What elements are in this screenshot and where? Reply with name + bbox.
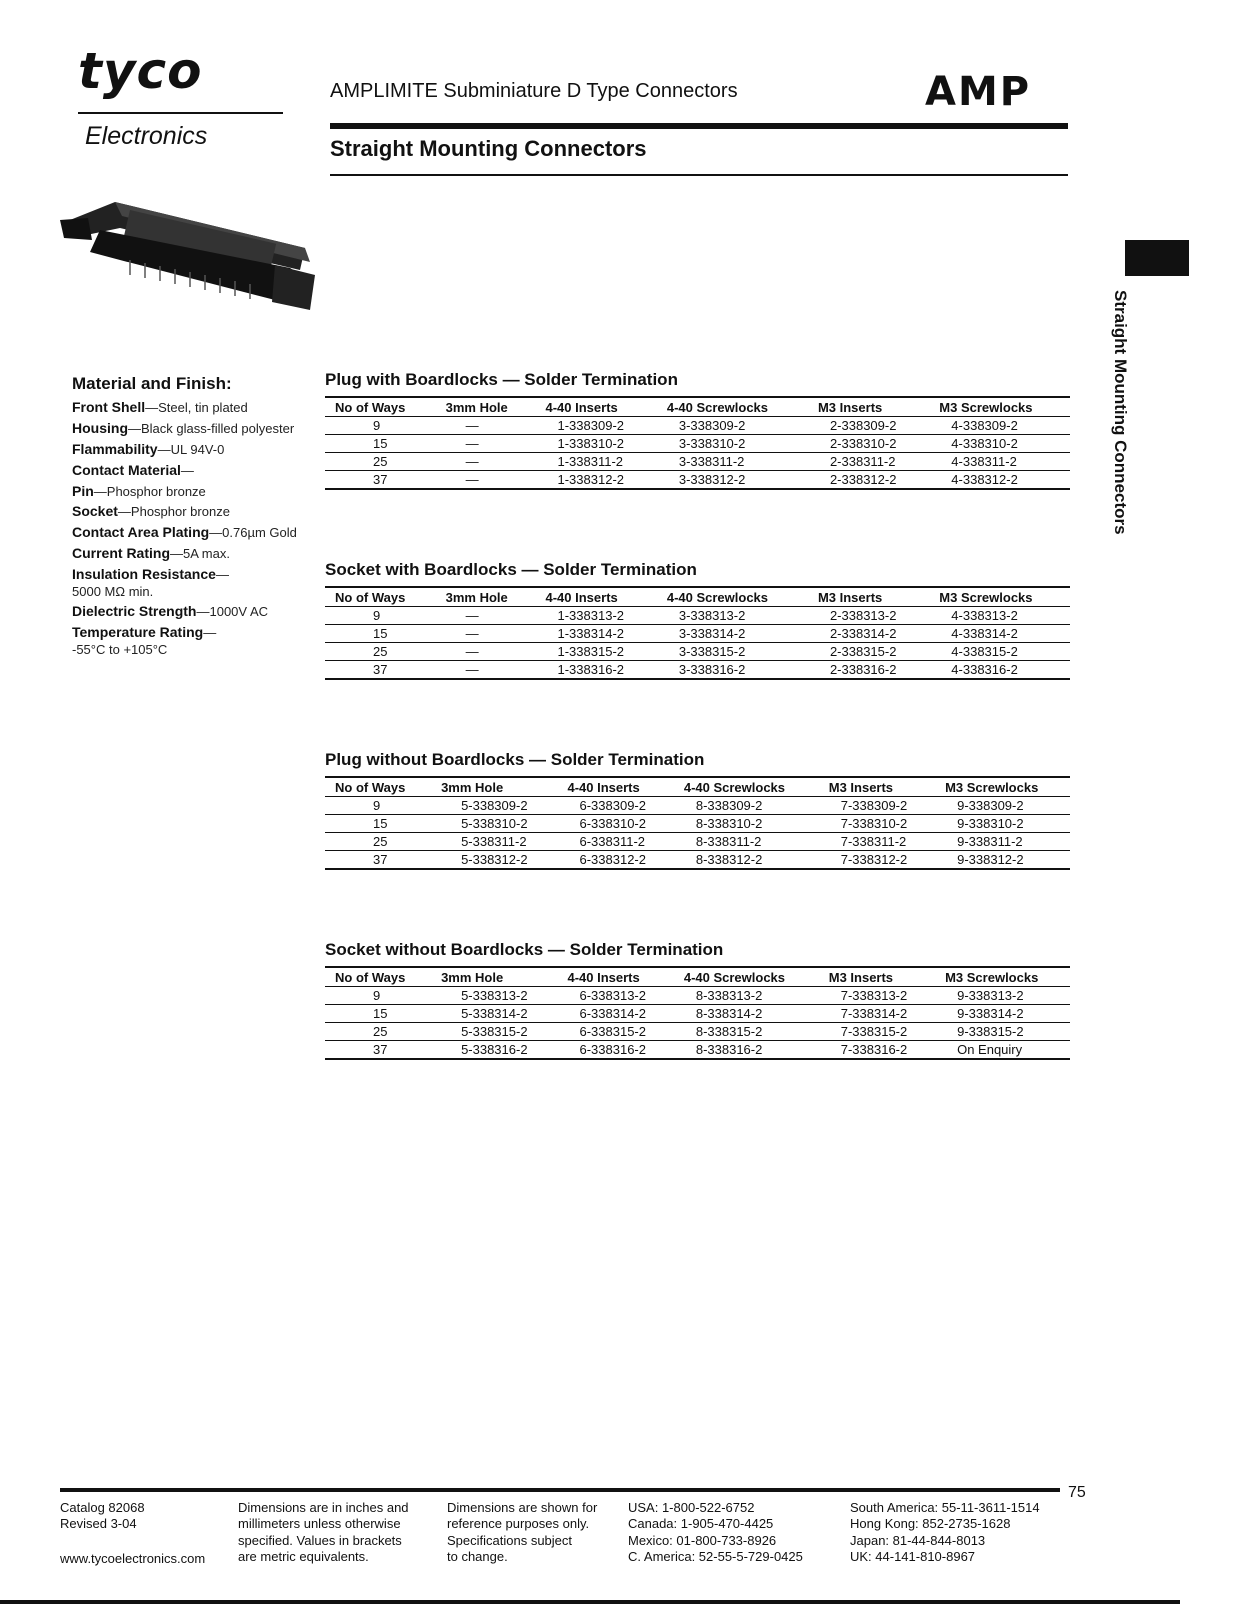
table-cell: 8-338315-2: [674, 1023, 819, 1041]
table-cell: 4-338314-2: [929, 625, 1070, 643]
table-cell: 4-338316-2: [929, 661, 1070, 680]
table-row: [325, 417, 1070, 435]
table-row: [325, 625, 1070, 643]
footer-line: reference purposes only.: [447, 1516, 590, 1532]
table-row: [325, 1005, 1070, 1023]
table-title: Socket with Boardlocks — Solder Termination: [325, 560, 697, 579]
table-cell: 1-338313-2: [536, 607, 657, 625]
footer-line: Dimensions are in inches and: [238, 1500, 409, 1515]
column-header: M3 Screwlocks: [929, 397, 1070, 417]
table-cell: 6-338316-2: [557, 1041, 673, 1060]
column-header: M3 Inserts: [819, 777, 935, 797]
table-cell: 4-338310-2: [929, 435, 1070, 453]
header-rule-thin: [330, 174, 1068, 176]
footer-line: to change.: [447, 1548, 508, 1564]
material-label: Socket: [72, 503, 118, 520]
table-cell: 2-338315-2: [808, 643, 929, 661]
footer-contacts-americas: [628, 1500, 803, 1565]
material-label: Front Shell: [72, 399, 146, 416]
table-cell: 6-338312-2: [557, 851, 673, 870]
footer-rule: [60, 1488, 1060, 1492]
table-cell: 1-338312-2: [536, 471, 657, 490]
part-number-table: [325, 776, 1070, 870]
table-cell: 3-338315-2: [657, 643, 808, 661]
table-cell: 3-338310-2: [657, 435, 808, 453]
material-value: —: [203, 624, 217, 640]
material-label: Insulation Resistance: [72, 565, 216, 582]
table-cell: 9-338315-2: [935, 1023, 1070, 1041]
table-header-row: [325, 967, 1070, 987]
footer-line: Mexico: 01-800-733-8926: [628, 1532, 777, 1548]
footer-line: UK: 44-141-810-8967: [850, 1548, 976, 1564]
table-cell: 2-338310-2: [808, 435, 929, 453]
table-cell: 3-338313-2: [657, 607, 808, 625]
part-number-table: [325, 586, 1070, 680]
revised-date: Revised 3-04: [60, 1516, 137, 1532]
column-header: M3 Screwlocks: [935, 777, 1070, 797]
table-row: [325, 987, 1070, 1005]
table-cell: 8-338311-2: [674, 833, 819, 851]
table-cell: On Enquiry: [935, 1041, 1070, 1060]
table-cell: 4-338311-2: [929, 453, 1070, 471]
d-sub-connector-illustration: [60, 190, 315, 315]
footer-line: Canada: 1-905-470-4425: [628, 1516, 774, 1532]
column-header: 4-40 Screwlocks: [674, 777, 819, 797]
material-value: —: [180, 462, 194, 478]
column-header: 4-40 Screwlocks: [674, 967, 819, 987]
material-value: —Steel, tin plated: [145, 400, 248, 416]
material-label: Pin: [72, 482, 94, 499]
table-cell: 7-338315-2: [819, 1023, 935, 1041]
table-cell: —: [436, 643, 536, 661]
material-value: —0.76µm Gold: [209, 525, 297, 541]
column-header: M3 Inserts: [819, 967, 935, 987]
table-cell: 6-338314-2: [557, 1005, 673, 1023]
table-plug-without-boardlocks: [325, 750, 1070, 870]
column-header: No of Ways: [325, 777, 431, 797]
table-cell: 2-338316-2: [808, 661, 929, 680]
table-cell: 6-338315-2: [557, 1023, 673, 1041]
table-cell: 5-338314-2: [431, 1005, 557, 1023]
material-label: Housing: [72, 420, 128, 437]
table-cell: 9: [325, 417, 436, 435]
column-header: M3 Inserts: [808, 587, 929, 607]
material-row: [72, 441, 322, 458]
material-row: [72, 566, 322, 583]
table-cell: 37: [325, 1041, 431, 1060]
material-row: [72, 462, 322, 479]
footer-reference-note: [447, 1500, 597, 1565]
material-label: Flammability: [72, 440, 158, 457]
footer-line: Japan: 81-44-844-8013: [850, 1532, 986, 1548]
table-cell: 25: [325, 643, 436, 661]
table-row: [325, 471, 1070, 490]
table-cell: —: [436, 417, 536, 435]
table-cell: —: [436, 625, 536, 643]
table-cell: 15: [325, 815, 431, 833]
column-header: 4-40 Screwlocks: [657, 397, 808, 417]
column-header: 4-40 Inserts: [557, 967, 673, 987]
column-header: No of Ways: [325, 397, 436, 417]
table-cell: 2-338313-2: [808, 607, 929, 625]
footer-line: USA: 1-800-522-6752: [628, 1500, 755, 1515]
material-row: [72, 420, 322, 437]
table-cell: 25: [325, 1023, 431, 1041]
table-cell: 5-338310-2: [431, 815, 557, 833]
material-value: 5000 MΩ min.: [72, 583, 154, 599]
part-number-table: [325, 966, 1070, 1060]
column-header: 4-40 Inserts: [557, 777, 673, 797]
table-cell: —: [436, 607, 536, 625]
table-cell: 9-338311-2: [935, 833, 1070, 851]
table-row: [325, 607, 1070, 625]
column-header: 4-40 Inserts: [536, 587, 657, 607]
footer-line: C. America: 52-55-5-729-0425: [628, 1548, 803, 1564]
table-cell: 4-338312-2: [929, 471, 1070, 490]
table-cell: 15: [325, 625, 436, 643]
table-cell: 3-338316-2: [657, 661, 808, 680]
footer-line: Specifications subject: [447, 1532, 573, 1548]
material-row: [72, 503, 322, 520]
table-cell: 1-338315-2: [536, 643, 657, 661]
table-cell: 9-338314-2: [935, 1005, 1070, 1023]
table-cell: 3-338311-2: [657, 453, 808, 471]
table-cell: 7-338316-2: [819, 1041, 935, 1060]
material-row: [72, 603, 322, 620]
catalog-title: AMPLIMITE Subminiature D Type Connectors: [330, 80, 738, 102]
brand-subtitle: Electronics: [85, 122, 208, 150]
material-row: [72, 524, 322, 541]
material-row: [72, 483, 322, 500]
part-number-table: [325, 396, 1070, 490]
table-row: [325, 797, 1070, 815]
footer-line: specified. Values in brackets: [238, 1532, 402, 1548]
table-row: [325, 435, 1070, 453]
table-cell: 5-338312-2: [431, 851, 557, 870]
table-row: [325, 833, 1070, 851]
section-title: Straight Mounting Connectors: [330, 136, 647, 161]
table-cell: 7-338314-2: [819, 1005, 935, 1023]
column-header: No of Ways: [325, 967, 431, 987]
table-cell: 25: [325, 833, 431, 851]
table-cell: 4-338315-2: [929, 643, 1070, 661]
table-cell: —: [436, 435, 536, 453]
table-cell: 7-338313-2: [819, 987, 935, 1005]
table-header-row: [325, 777, 1070, 797]
footer-line: Dimensions are shown for: [447, 1500, 598, 1515]
footer-line: Hong Kong: 852-2735-1628: [850, 1516, 1011, 1532]
material-title: Material and Finish:: [72, 374, 232, 393]
column-header: No of Ways: [325, 587, 436, 607]
tyco-logo: tyco: [78, 42, 203, 100]
table-cell: 5-338316-2: [431, 1041, 557, 1060]
table-cell: 9: [325, 987, 431, 1005]
table-cell: 8-338309-2: [674, 797, 819, 815]
table-cell: 1-338311-2: [536, 453, 657, 471]
column-header: M3 Screwlocks: [935, 967, 1070, 987]
column-header: M3 Screwlocks: [929, 587, 1070, 607]
table-header-row: [325, 587, 1070, 607]
table-cell: 5-338309-2: [431, 797, 557, 815]
footer-contacts-intl: [850, 1500, 1040, 1565]
table-cell: —: [436, 661, 536, 680]
table-title: Plug without Boardlocks — Solder Termination: [325, 750, 705, 769]
table-cell: 37: [325, 471, 436, 490]
column-header: 3mm Hole: [436, 587, 536, 607]
table-cell: 3-338312-2: [657, 471, 808, 490]
table-row: [325, 643, 1070, 661]
table-cell: 8-338312-2: [674, 851, 819, 870]
catalog-number: Catalog 82068: [60, 1500, 145, 1515]
column-header: 3mm Hole: [431, 777, 557, 797]
table-socket-without-boardlocks: [325, 940, 1070, 1060]
material-label: Contact Material: [72, 461, 181, 478]
table-cell: 1-338309-2: [536, 417, 657, 435]
material-value: —: [215, 566, 229, 582]
material-value: -55°C to +105°C: [72, 641, 168, 657]
table-cell: 25: [325, 453, 436, 471]
table-cell: 6-338309-2: [557, 797, 673, 815]
table-cell: 6-338311-2: [557, 833, 673, 851]
table-cell: 4-338313-2: [929, 607, 1070, 625]
column-header: 3mm Hole: [431, 967, 557, 987]
table-row: [325, 815, 1070, 833]
table-cell: 2-338314-2: [808, 625, 929, 643]
material-value: —Black glass-filled polyester: [128, 421, 295, 437]
table-cell: 7-338310-2: [819, 815, 935, 833]
table-cell: 15: [325, 1005, 431, 1023]
side-tab-label: Straight Mounting Connectors: [1111, 290, 1130, 535]
header-rule-thick: [330, 123, 1068, 129]
material-label: Contact Area Plating: [72, 524, 210, 541]
table-row: [325, 1041, 1070, 1060]
table-cell: 9: [325, 607, 436, 625]
website-link[interactable]: www.tycoelectronics.com: [60, 1550, 206, 1566]
table-cell: 2-338309-2: [808, 417, 929, 435]
table-cell: 6-338310-2: [557, 815, 673, 833]
table-cell: 8-338313-2: [674, 987, 819, 1005]
column-header: M3 Inserts: [808, 397, 929, 417]
table-title: Socket without Boardlocks — Solder Termination: [325, 940, 724, 959]
table-cell: 7-338312-2: [819, 851, 935, 870]
table-socket-with-boardlocks: [325, 560, 1070, 680]
table-row: [325, 851, 1070, 870]
amp-logo: AMP: [925, 69, 1032, 115]
table-cell: 5-338313-2: [431, 987, 557, 1005]
table-cell: 3-338314-2: [657, 625, 808, 643]
table-cell: 15: [325, 435, 436, 453]
table-cell: 8-338314-2: [674, 1005, 819, 1023]
table-cell: 37: [325, 661, 436, 680]
table-cell: 1-338316-2: [536, 661, 657, 680]
table-cell: 7-338311-2: [819, 833, 935, 851]
logo-divider: [78, 112, 283, 114]
material-row: [72, 624, 322, 641]
table-cell: 9-338312-2: [935, 851, 1070, 870]
table-title: Plug with Boardlocks — Solder Termination: [325, 370, 678, 389]
table-cell: 2-338311-2: [808, 453, 929, 471]
page-number: 75: [1068, 1484, 1086, 1501]
footer-dimensions-note: [238, 1500, 409, 1565]
material-row: [72, 545, 322, 562]
bottom-rule: [0, 1600, 1180, 1604]
material-value: —UL 94V-0: [157, 441, 225, 457]
material-label: Dielectric Strength: [72, 603, 197, 620]
table-row: [325, 661, 1070, 680]
table-cell: 7-338309-2: [819, 797, 935, 815]
material-label: Temperature Rating: [72, 623, 204, 640]
table-cell: —: [436, 453, 536, 471]
table-cell: 9-338310-2: [935, 815, 1070, 833]
footer-line: South America: 55-11-3611-1514: [850, 1500, 1040, 1515]
footer-catalog: [60, 1500, 205, 1567]
material-row: [72, 399, 322, 416]
table-cell: 8-338316-2: [674, 1041, 819, 1060]
material-and-finish: [72, 374, 322, 661]
table-cell: —: [436, 471, 536, 490]
footer-line: are metric equivalents.: [238, 1548, 369, 1564]
table-cell: 5-338311-2: [431, 833, 557, 851]
table-cell: 1-338310-2: [536, 435, 657, 453]
column-header: 3mm Hole: [436, 397, 536, 417]
table-cell: 37: [325, 851, 431, 870]
material-row: [72, 584, 322, 600]
table-plug-with-boardlocks: [325, 370, 1070, 490]
material-value: —Phosphor bronze: [93, 483, 206, 499]
table-header-row: [325, 397, 1070, 417]
table-cell: 5-338315-2: [431, 1023, 557, 1041]
table-cell: 9-338313-2: [935, 987, 1070, 1005]
table-row: [325, 453, 1070, 471]
table-cell: 3-338309-2: [657, 417, 808, 435]
table-cell: 2-338312-2: [808, 471, 929, 490]
table-cell: 1-338314-2: [536, 625, 657, 643]
footer-line: millimeters unless otherwise: [238, 1516, 401, 1532]
material-value: —5A max.: [170, 545, 230, 561]
material-row: [72, 642, 322, 658]
table-cell: 9: [325, 797, 431, 815]
material-value: —1000V AC: [196, 604, 269, 620]
table-row: [325, 1023, 1070, 1041]
table-cell: 4-338309-2: [929, 417, 1070, 435]
table-cell: 8-338310-2: [674, 815, 819, 833]
column-header: 4-40 Inserts: [536, 397, 657, 417]
table-cell: 9-338309-2: [935, 797, 1070, 815]
side-tab-marker: [1125, 240, 1189, 276]
column-header: 4-40 Screwlocks: [657, 587, 808, 607]
material-label: Current Rating: [72, 544, 170, 561]
table-cell: 6-338313-2: [557, 987, 673, 1005]
material-value: —Phosphor bronze: [117, 504, 230, 520]
